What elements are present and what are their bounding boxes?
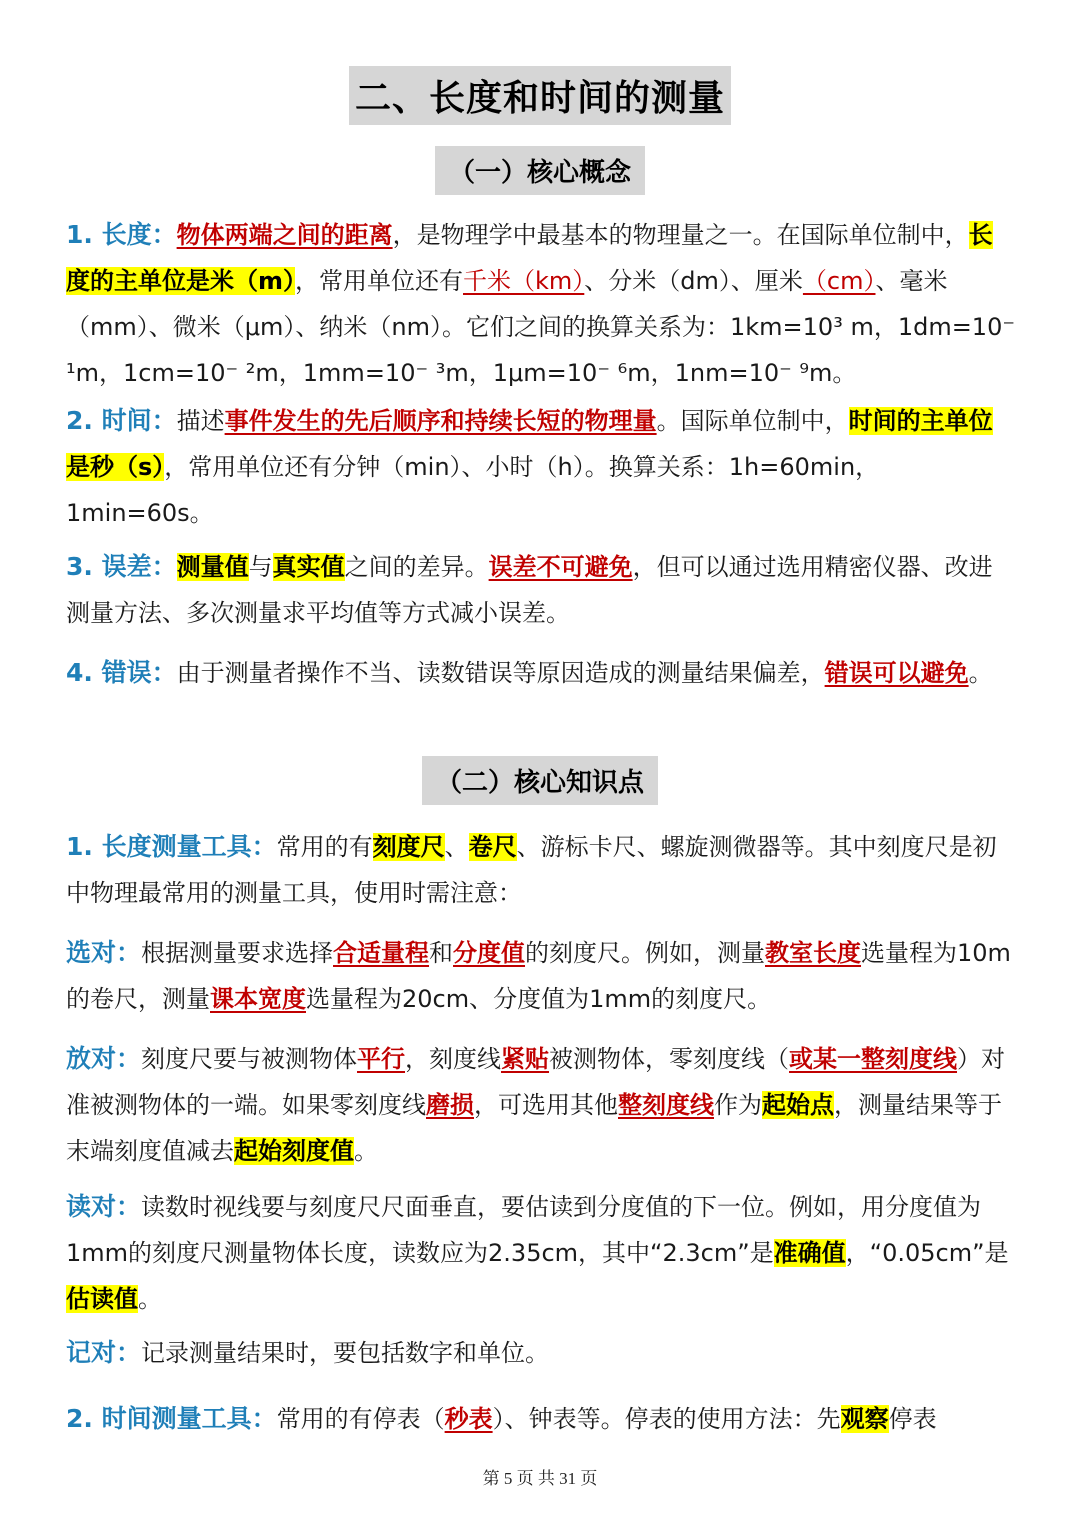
paragraph-place: [66, 1036, 1016, 1174]
text: ）、钟表等。停表的使用方法：先: [492, 1405, 841, 1433]
text: 常用的有: [276, 833, 373, 861]
text: ，常用单位还有: [295, 267, 464, 295]
text: 根据测量要求选择: [141, 939, 334, 967]
text: 选量程为20cm、分度值为1mm的刻度尺。: [306, 985, 772, 1013]
text: 选量程为10m的卷尺，测量: [66, 939, 1011, 1013]
label-choose: 选对：: [66, 938, 142, 967]
text: 的刻度尺。例如，测量: [525, 939, 766, 967]
key-phrase: 秒表: [444, 1405, 493, 1433]
text: 、: [444, 833, 469, 861]
paragraph-record: [66, 1330, 1016, 1376]
text: ，刻度线: [405, 1045, 502, 1073]
text: 、毫米（mm）、微米（μm）、纳米（nm）。它们之间的换算关系为：1km=10³ m，1dm=10⁻ ¹m，1cm=10⁻ ²m，1mm=10⁻ ³m，1μm=10⁻ ⁶m，1nm=10⁻ ⁹m。: [66, 267, 1016, 387]
key-phrase: 事件发生的先后顺序和持续长短的物理量: [224, 407, 657, 435]
key-phrase: 平行: [357, 1045, 406, 1073]
text: 停表: [888, 1405, 937, 1433]
text: 、分米（dm）、厘米: [584, 267, 803, 295]
key-phrase: 磨损: [426, 1091, 474, 1119]
text: 与: [248, 553, 273, 581]
key-phrase: 课本宽度: [210, 985, 306, 1013]
text: 作为: [714, 1091, 762, 1119]
text: 记录测量结果时，要包括数字和单位。: [141, 1339, 550, 1367]
label-time: 2. 时间：: [66, 406, 177, 435]
text: ，“0.05cm”是: [845, 1239, 1009, 1267]
paragraph-mistake: [66, 650, 1016, 696]
paragraph-length-tools: [66, 824, 1016, 916]
key-phrase: 误差不可避免: [488, 553, 633, 581]
highlight: 刻度尺: [372, 833, 445, 861]
paragraph-length: [66, 212, 1016, 396]
label-record: 记对：: [66, 1338, 142, 1367]
paragraph-time: [66, 398, 1016, 536]
title-block: [0, 66, 1080, 125]
section-heading-1-block: [0, 146, 1080, 195]
highlight: 时间的主单位是秒（s）: [66, 407, 993, 481]
key-phrase: 分度值: [453, 939, 526, 967]
text: ，可选用其他: [474, 1091, 618, 1119]
text: 。: [354, 1137, 378, 1165]
highlight: 准确值: [773, 1239, 846, 1267]
text: 。国际单位制中，: [656, 407, 849, 435]
text: 和: [429, 939, 454, 967]
text: ）对准被测物体的一端。如果零刻度线: [66, 1045, 1006, 1119]
text: 描述: [176, 407, 225, 435]
highlight: 卷尺: [468, 833, 517, 861]
section-heading-knowledge-points: （二）核心知识点: [422, 756, 658, 805]
text: 、游标卡尺、螺旋测微器等。其中刻度尺是初中物理最常用的测量工具，使用时需注意：: [66, 833, 997, 907]
highlight: 真实值: [272, 553, 345, 581]
key-phrase: 紧贴: [501, 1045, 550, 1073]
highlight: 长度的主单位是米（m）: [66, 221, 993, 295]
text: 常用的有停表（: [276, 1405, 445, 1433]
key-phrase: 整刻度线: [618, 1091, 714, 1119]
label-error: 3. 误差：: [66, 552, 177, 581]
text: 。: [138, 1285, 162, 1313]
text: 。: [968, 659, 993, 687]
section-heading-core-concepts: （一）核心概念: [435, 146, 645, 195]
text: ，测量结果等于末端刻度值减去: [66, 1091, 1002, 1165]
highlight: 起始刻度值: [234, 1137, 354, 1165]
paragraph-read: [66, 1184, 1016, 1322]
text: 读数时视线要与刻度尺尺面垂直，要估读到分度值的下一位。例如，用分度值为1mm的刻度尺测量物体长度，读数应为2.35cm，其中“2.3cm”是: [66, 1193, 982, 1267]
text: ，是物理学中最基本的物理量之一。在国际单位制中，: [392, 221, 969, 249]
text: ，但可以通过选用精密仪器、改进测量方法、多次测量求平均值等方式减小误差。: [66, 553, 993, 627]
key-phrase: 或某一整刻度线: [789, 1045, 958, 1073]
highlight: 测量值: [176, 553, 249, 581]
key-phrase: 合适量程: [333, 939, 430, 967]
key-phrase: 物体两端之间的距离: [176, 221, 393, 249]
text: 被测物体，零刻度线（: [549, 1045, 790, 1073]
paragraph-error: [66, 544, 1016, 636]
label-length: 1. 长度：: [66, 220, 177, 249]
section-heading-2-block: [0, 756, 1080, 805]
text: 之间的差异。: [344, 553, 489, 581]
page-footer: 第 5 页 共 31 页: [482, 1469, 598, 1488]
text: 刻度尺要与被测物体: [141, 1045, 358, 1073]
text: 由于测量者操作不当、读数错误等原因造成的测量结果偏差，: [176, 659, 825, 687]
highlight: 起始点: [762, 1091, 834, 1119]
paragraph-choose: [66, 930, 1016, 1022]
page-title: 二、长度和时间的测量: [349, 66, 731, 125]
label-length-tools: 1. 长度测量工具：: [66, 832, 277, 861]
key-phrase: （cm）: [802, 267, 876, 295]
key-phrase: 教室长度: [765, 939, 862, 967]
key-phrase: 千米（km）: [463, 267, 585, 295]
text: ，常用单位还有分钟（min）、小时（h）。换算关系：1h=60min，1min=60s。: [66, 453, 880, 527]
paragraph-time-tools: [66, 1396, 1016, 1442]
key-phrase: 错误可以避免: [824, 659, 969, 687]
label-mistake: 4. 错误：: [66, 658, 177, 687]
highlight: 观察: [840, 1405, 889, 1433]
label-time-tools: 2. 时间测量工具：: [66, 1404, 277, 1433]
label-place: 放对：: [66, 1044, 142, 1073]
highlight: 估读值: [66, 1285, 138, 1313]
label-read: 读对：: [66, 1192, 142, 1221]
